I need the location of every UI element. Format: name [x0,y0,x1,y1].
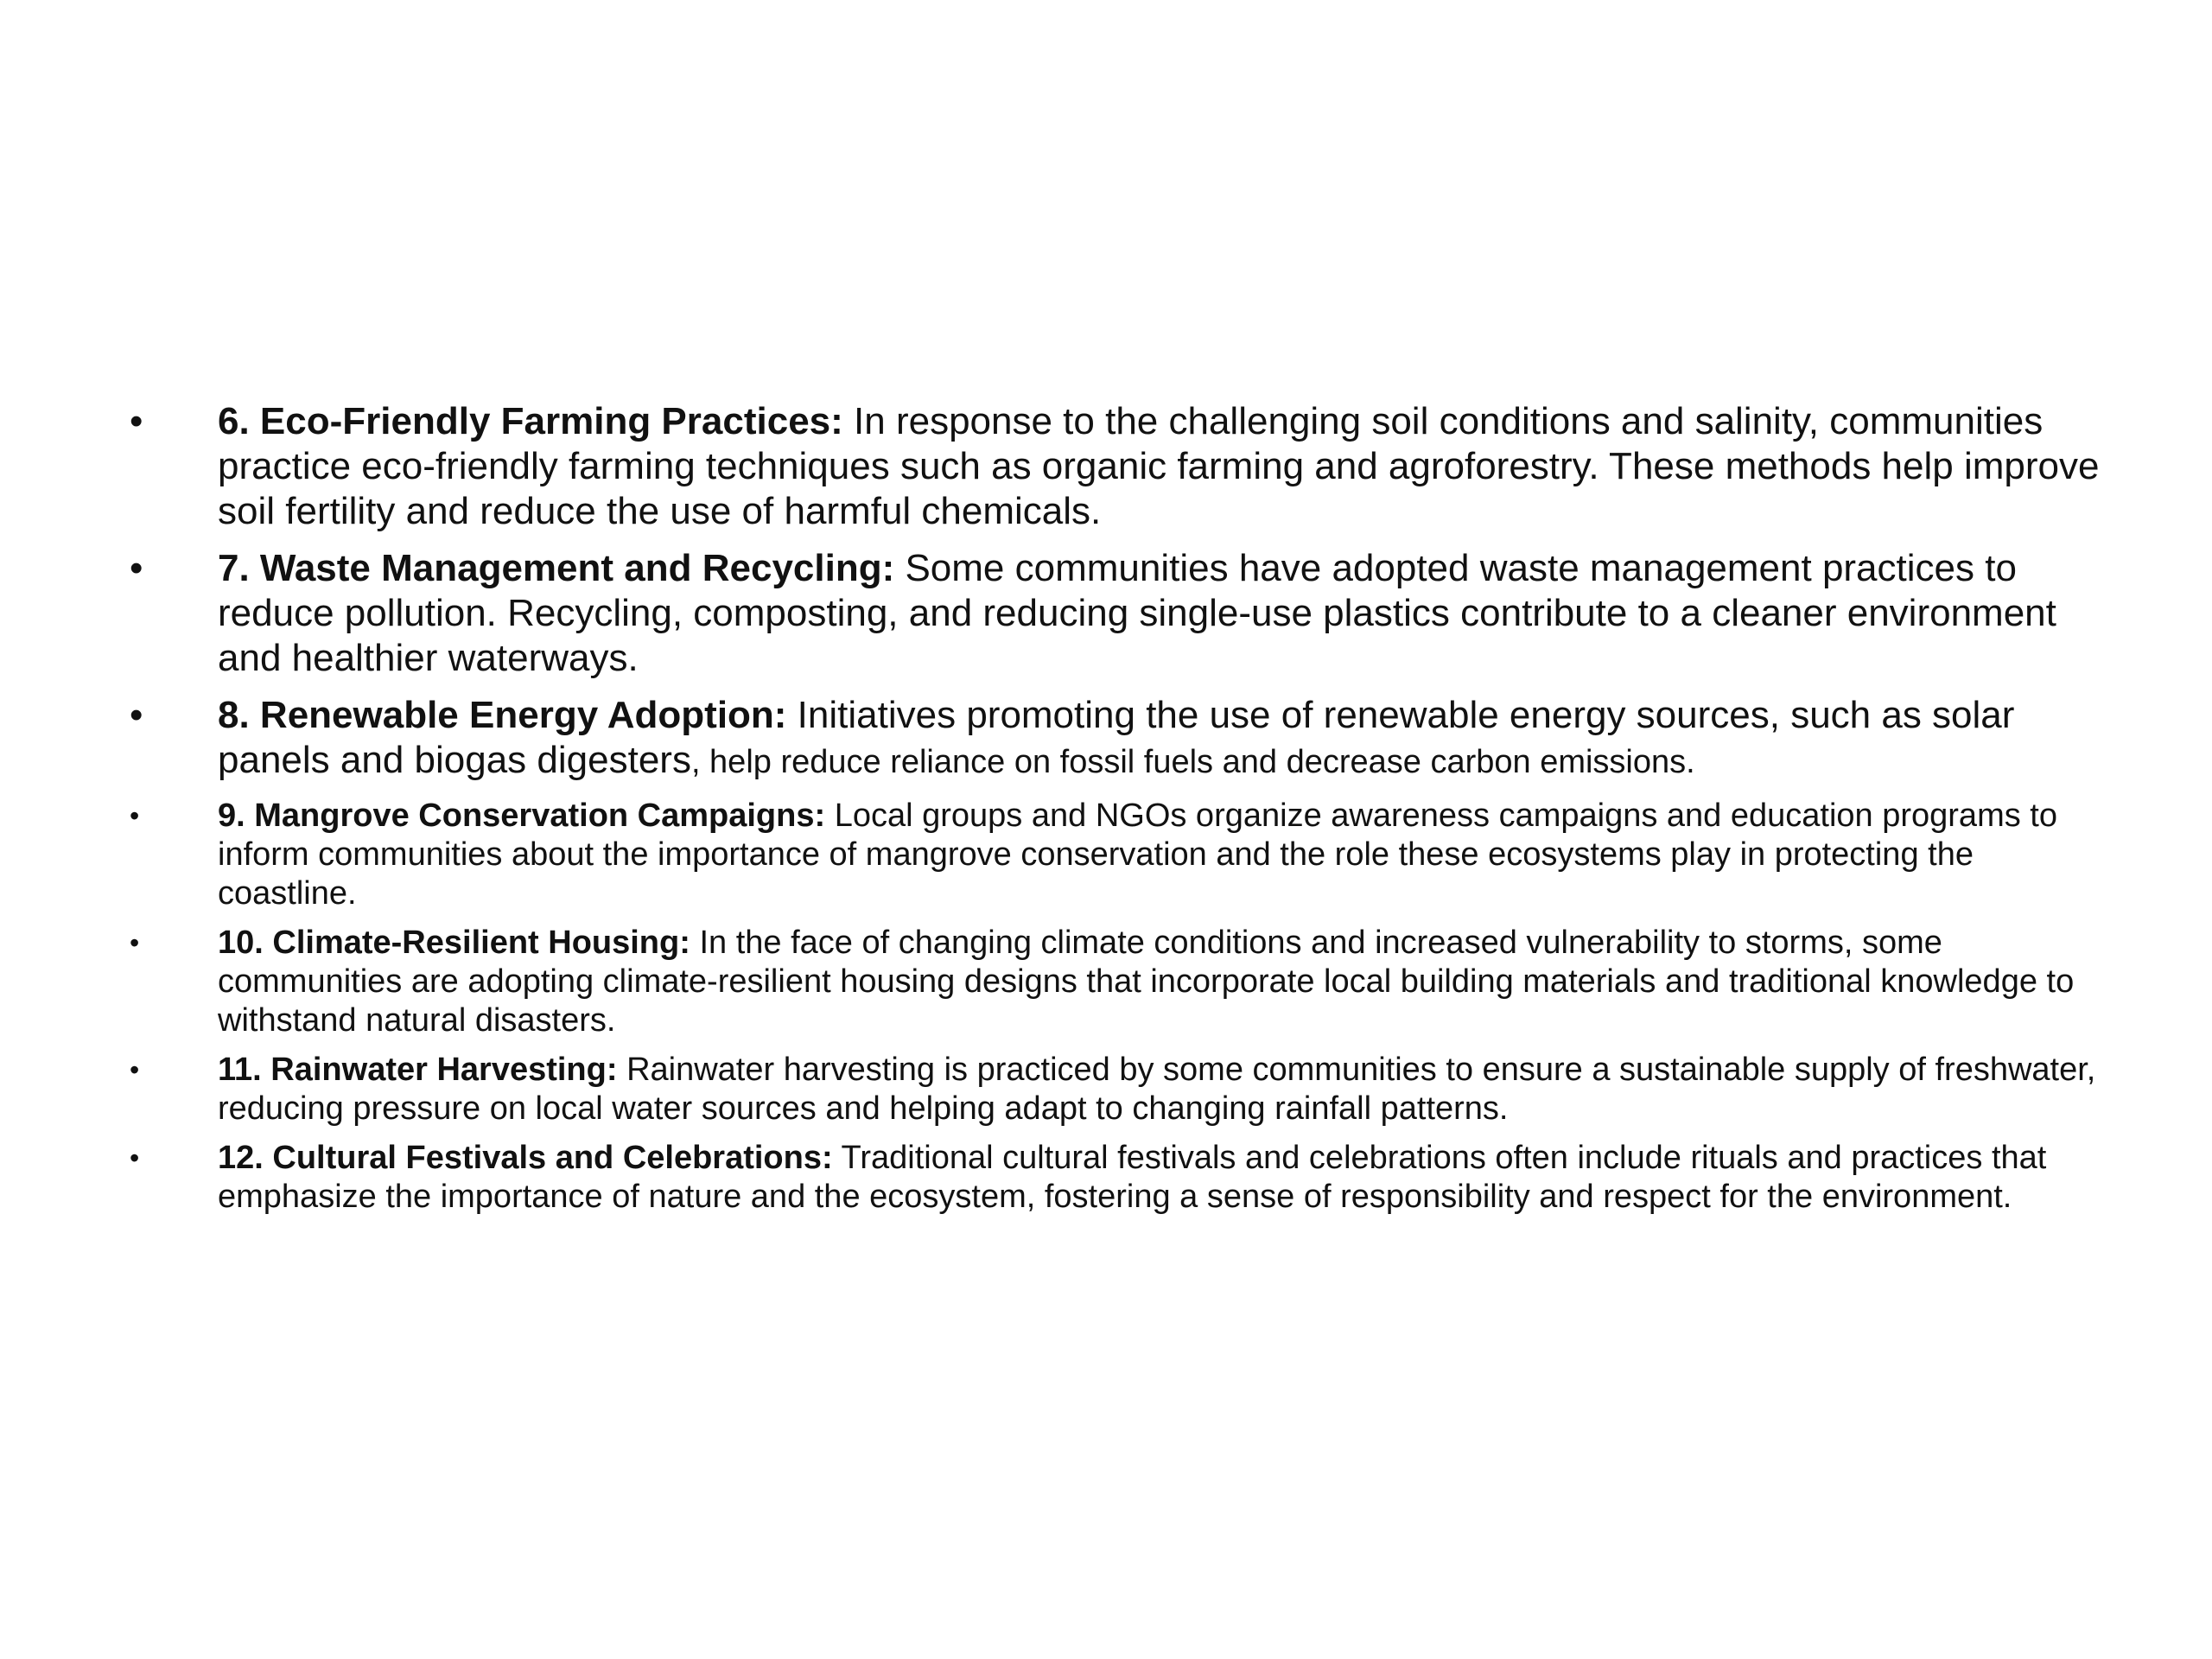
list-item [130,797,2100,913]
item-text: Local groups and NGOs organize awareness campaigns and education programs to inform communities about the importance of mangrove conservation and the role these ecosystems play in protecting the coastline. [218,798,2057,912]
bullet-icon: • [130,694,143,736]
bullet-icon: • [130,927,140,958]
list-item [130,399,2100,534]
item-title: 8. Renewable Energy Adoption: [218,694,787,736]
item-title: 12. Cultural Festivals and Celebrations: [218,1140,833,1176]
list-item [130,546,2100,681]
list-item [130,693,2100,785]
item-text: Rainwater harvesting is practiced by some communities to ensure a sustainable supply of freshwater, reducing pressure on local water sources and helping adapt to changing rainfall patterns. [218,1052,2096,1127]
list-item [130,1139,2100,1217]
bullet-icon: • [130,1142,140,1173]
item-text: Traditional cultural festivals and celebrations often include rituals and practices that emphasize the importance of nature and the ecosystem, fostering a sense of responsibility and respect for the environment. [218,1140,2047,1215]
item-title: 7. Waste Management and Recycling: [218,547,895,589]
item-text: Some communities have adopted waste management practices to reduce pollution. Recycling, composting, and reducing single-use plastics contribute to a cleaner environment and healthier waterways. [218,547,2056,679]
item-title: 6. Eco-Friendly Farming Practices: [218,400,843,442]
bullet-icon: • [130,1054,140,1085]
item-text: In the face of changing climate conditions and increased vulnerability to storms, some communities are adopting climate-resilient housing designs that incorporate local building materials and traditional knowledge to withstand natural disasters. [218,925,2075,1039]
list-item [130,924,2100,1040]
bullet-list [130,399,2100,1227]
bullet-icon: • [130,547,143,589]
list-item [130,1051,2100,1128]
bullet-icon: • [130,400,143,442]
item-text-tail: , help reduce reliance on fossil fuels and decrease carbon emissions. [690,744,1695,780]
item-text: Initiatives promoting the use of renewable energy sources, such as solar panels and biogas digesters [218,694,2015,781]
item-title: 10. Climate-Resilient Housing: [218,925,690,961]
item-title: 9. Mangrove Conservation Campaigns: [218,798,826,834]
item-title: 11. Rainwater Harvesting: [218,1052,618,1088]
bullet-icon: • [130,800,140,831]
item-text: In response to the challenging soil conditions and salinity, communities practice eco-friendly farming techniques such as organic farming and agroforestry. These methods help improve soil fertility and reduce the use of harmful chemicals. [218,400,2100,532]
